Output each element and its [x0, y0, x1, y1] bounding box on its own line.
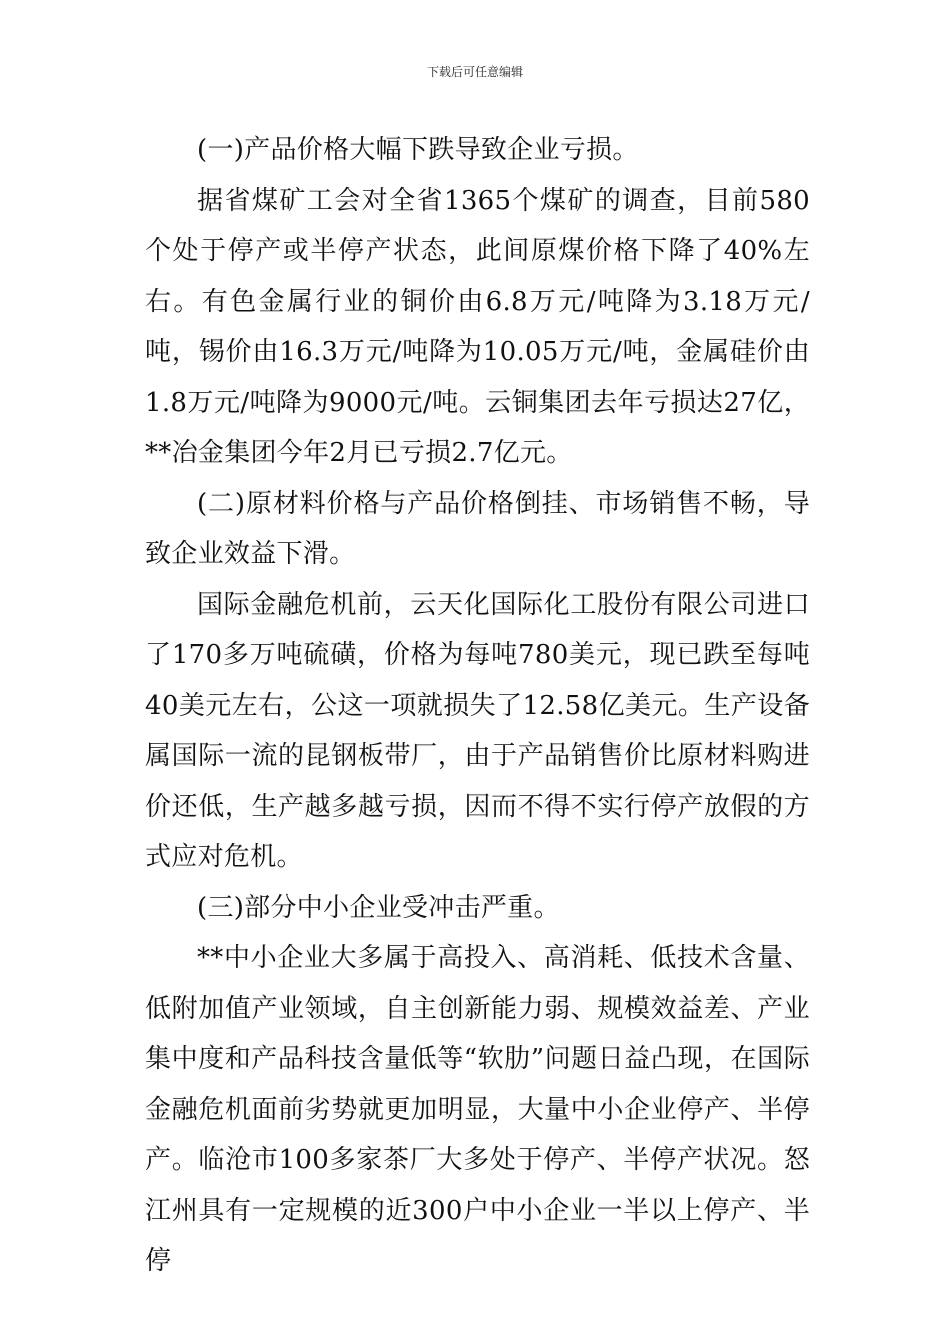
paragraph-body-1: 据省煤矿工会对全省1365个煤矿的调查，目前580个处于停产或半停产状态，此间原煤价格下降了40%左右。有色金属行业的铜价由6.8万元/吨降为3.18万元/吨，锡价由16.3万元/吨降为10.05万元/吨，金属硅价由1.8万元/吨降为9000元/吨。云铜集团去年亏损达27亿，**冶金集团今年2月已亏损2.7亿元。 — [145, 185, 810, 468]
paragraph-body-2: 国际金融危机前，云天化国际化工股份有限公司进口了170多万吨硫磺，价格为每吨780美元，现已跌至每吨40美元左右，公这一项就损失了12.58亿美元。生产设备属国际一流的昆钢板带厂，由于产品销售价比原材料购进价还低，生产越多越亏损，因而不得不实行停产放假的方式应对危机。 — [145, 589, 810, 872]
paragraph-heading-3: (三)部分中小企业受冲击严重。 — [197, 892, 560, 923]
paragraph-body-3: **中小企业大多属于高投入、高消耗、低技术含量、低附加值产业领域，自主创新能力弱、规模效益差、产业集中度和产品科技含量低等“软肋”问题日益凸现，在国际金融危机面前劣势就更加明显，大量中小企业停产、半停产。临沧市100多家茶厂大多处于停产、半停产状况。怒江州具有一定规模的近300户中小企业一半以上停产、半停 — [145, 943, 810, 1276]
paragraph-heading-1: (一)产品价格大幅下跌导致企业亏损。 — [197, 135, 639, 165]
document-body — [145, 125, 810, 1287]
page-header: 下载后可任意编辑 — [426, 65, 523, 79]
paragraph-heading-2: (二)原材料价格与产品价格倒挂、市场销售不畅，导致企业效益下滑。 — [145, 488, 810, 569]
